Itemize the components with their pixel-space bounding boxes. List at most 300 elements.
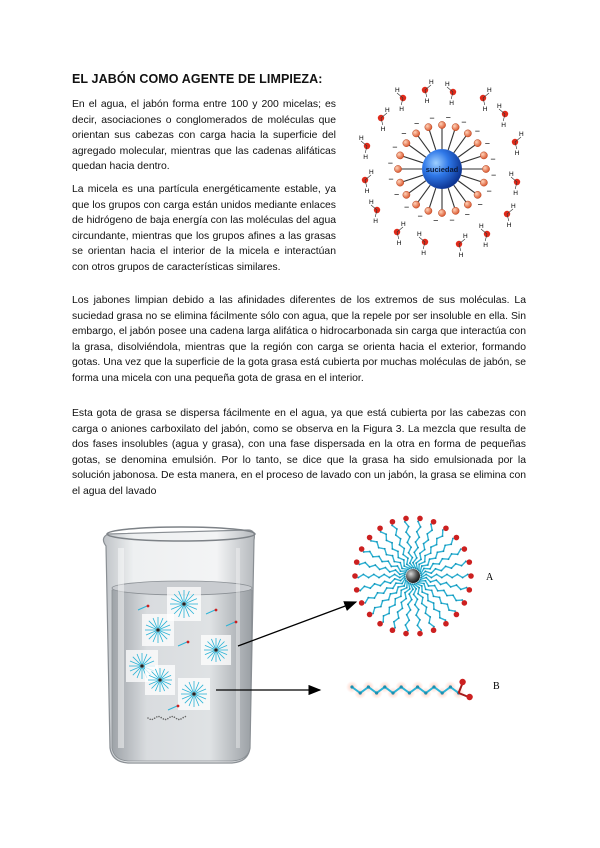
chain-atom	[425, 570, 427, 572]
chain-atom	[433, 602, 435, 604]
chain-atom	[452, 538, 454, 540]
hydrogen-label: H	[363, 154, 368, 161]
chain-atom	[374, 564, 376, 566]
chain-atom	[359, 590, 361, 592]
carboxylate-head	[352, 573, 358, 579]
surfactant-head	[482, 165, 489, 172]
carboxylate-head	[403, 516, 409, 522]
surfactant-head	[403, 140, 410, 147]
chain-atom	[420, 575, 422, 577]
surfactant-head	[464, 130, 471, 137]
chain-atom	[382, 600, 384, 602]
chain-atom	[433, 626, 435, 628]
minus-sign: −	[461, 116, 467, 127]
surfactant-head	[452, 207, 459, 214]
minus-sign: −	[417, 211, 423, 222]
chain-atom	[425, 588, 427, 590]
chain-atom	[395, 592, 397, 594]
chain-atom	[420, 577, 422, 579]
chain-atom	[446, 603, 448, 605]
chain-atom	[430, 572, 432, 574]
chain-atom	[436, 574, 438, 576]
free-soap-head	[177, 705, 180, 708]
chain-atom	[374, 607, 376, 609]
chain-atom	[404, 592, 406, 594]
chain-atom	[445, 565, 447, 567]
chain-atom	[381, 561, 383, 563]
chain-atom	[417, 547, 419, 549]
chain-atom	[397, 586, 399, 588]
carboxylate-head	[443, 525, 449, 531]
minus-sign: −	[388, 174, 394, 185]
chain-atom	[430, 552, 432, 554]
chain-atom	[405, 624, 407, 626]
minus-sign: −	[393, 189, 400, 200]
chain-atom	[394, 578, 396, 580]
chain-atom	[428, 622, 430, 624]
chain-atom	[412, 588, 414, 590]
chain-atom	[440, 602, 442, 604]
surfactant-head	[452, 124, 459, 131]
minus-sign: −	[449, 215, 455, 226]
chain-atom	[409, 536, 411, 538]
grease-dot	[165, 719, 167, 721]
micelle-core	[158, 678, 162, 682]
grease-dot	[176, 718, 178, 720]
hydrogen-label: H	[449, 100, 454, 107]
surfactant-head	[413, 201, 420, 208]
chain-atom	[394, 598, 396, 600]
chain-atom	[390, 566, 392, 568]
chain-atom	[390, 582, 392, 584]
carboxylate-head	[462, 600, 468, 606]
grease-dot	[156, 716, 158, 718]
chain-atom	[383, 615, 385, 617]
carbon-atom	[375, 691, 378, 694]
chain-atom	[413, 567, 415, 569]
chain-atom	[392, 555, 394, 557]
chain-atom	[419, 579, 421, 581]
grease-dot	[169, 716, 171, 718]
chain-atom	[363, 574, 365, 576]
chain-atom	[413, 551, 415, 553]
micelle-chain	[412, 584, 421, 630]
hydrogen-label: H	[380, 126, 386, 133]
chain-atom	[415, 541, 417, 543]
chain-atom	[441, 558, 443, 560]
chain-atom	[387, 560, 389, 562]
hydrogen-label: H	[364, 188, 370, 195]
chain-atom	[374, 583, 376, 585]
carboxylate-head	[467, 559, 473, 565]
chain-atom	[383, 574, 385, 576]
hydrogen-label: H	[479, 223, 484, 230]
hydrogen-label: H	[445, 81, 450, 88]
paragraph-micelas: En el agua, el jabón forma entre 100 y 200 micelas; es decir, asociaciones o conglomerados de moléculas que orientan sus cabezas con carga hacia la superficie del agregado molecular, mientras que las cadenas alifáticas quedan hacia dentro.	[72, 99, 336, 173]
chain-atom	[422, 597, 424, 599]
chain-atom	[397, 611, 399, 613]
chain-atom	[389, 577, 391, 579]
chain-atom	[446, 595, 448, 597]
chain-atom	[425, 577, 427, 579]
chain-atom	[408, 552, 410, 554]
carboxylate-head	[390, 627, 396, 633]
micelle-core	[192, 692, 196, 696]
chain-atom	[433, 608, 435, 610]
hydrogen-label: H	[514, 150, 520, 157]
grease-dot	[180, 718, 182, 720]
chain-atom	[386, 554, 388, 556]
grease-dot	[185, 716, 187, 718]
chain-atom	[420, 558, 422, 560]
chain-atom	[389, 571, 391, 573]
surfactant-head	[394, 165, 401, 172]
chain-atom	[406, 581, 408, 583]
chain-atom	[400, 570, 402, 572]
micelle-chain	[358, 574, 405, 577]
micelle-chain	[421, 574, 468, 577]
chain-atom	[406, 570, 408, 572]
hydrogen-label: H	[401, 221, 406, 228]
chain-atom	[435, 579, 437, 581]
hydrogen-label: H	[417, 231, 422, 238]
chain-atom	[429, 616, 431, 618]
chain-atom	[451, 553, 453, 555]
chain-atom	[436, 544, 438, 546]
glass-highlight	[236, 548, 240, 748]
chain-atom	[426, 606, 428, 608]
micelle-core	[214, 648, 218, 652]
chain-atom	[380, 531, 382, 533]
chain-atom	[410, 583, 412, 585]
chain-atom	[423, 543, 425, 545]
chain-atom	[414, 604, 416, 606]
chain-atom	[407, 557, 409, 559]
chain-atom	[425, 612, 427, 614]
chain-atom	[418, 536, 420, 538]
minus-sign: −	[474, 125, 481, 136]
soap-molecule-b	[346, 679, 473, 700]
chain-atom	[455, 563, 457, 565]
chain-atom	[400, 580, 402, 582]
chain-atom	[389, 606, 391, 608]
hydrogen-label: H	[385, 107, 390, 114]
chain-atom	[415, 614, 417, 616]
carbon-atom	[383, 685, 386, 688]
chain-atom	[409, 588, 411, 590]
chain-atom	[413, 594, 415, 596]
chain-atom	[448, 558, 450, 560]
chain-atom	[451, 577, 453, 579]
chain-atom	[404, 577, 406, 579]
chain-atom	[421, 565, 423, 567]
chain-atom	[386, 539, 388, 541]
chain-atom	[368, 577, 370, 579]
hydrogen-label: H	[369, 199, 374, 206]
chain-atom	[431, 529, 433, 531]
carbon-atom	[449, 685, 452, 688]
minus-sign: −	[490, 153, 496, 164]
minus-sign: −	[401, 128, 407, 139]
chain-atom	[406, 587, 408, 589]
chain-atom	[391, 548, 393, 550]
carboxylate-head	[431, 519, 437, 525]
chain-atom	[452, 594, 454, 596]
chain-atom	[399, 573, 401, 575]
free-soap-head	[215, 609, 218, 612]
chain-atom	[420, 526, 422, 528]
carboxylate-head	[377, 525, 383, 531]
chain-atom	[435, 568, 437, 570]
chain-atom	[430, 581, 432, 583]
label-a: A	[486, 572, 494, 583]
hydrogen-label: H	[483, 242, 488, 249]
micelle-chain	[405, 522, 414, 568]
hydrogen-label: H	[519, 131, 524, 138]
carboxylate-head	[367, 535, 373, 541]
chain-atom	[442, 535, 444, 537]
chain-atom	[411, 583, 413, 585]
carbon-atom	[400, 685, 403, 688]
chain-atom	[403, 559, 405, 561]
chain-atom	[418, 563, 420, 565]
chain-atom	[462, 577, 464, 579]
chain-atom	[430, 546, 432, 548]
chain-atom	[438, 563, 440, 565]
paragraph-emulsion: Esta gota de grasa se dispersa fácilmente en el agua, ya que está cubierta por las cabezas con carga o aniones carboxilato del jabón, como se observa en la Figura 3. La mezcla que resulta de dos fases insolubles (agua y grasa), con una fase dispersada en la otra en forma de pequeñas gotas, se denomina emulsión. Por lo tanto, se dice que la grasa ha sido emulsionada por la solución jabonosa. De esta manera, en el proceso de lavado con un jabón, la grasa se elimina con el agua del lavado	[72, 408, 526, 497]
chain-atom	[405, 598, 407, 600]
micelle-core	[140, 664, 144, 668]
chain-atom	[383, 592, 385, 594]
chain-atom	[416, 531, 418, 533]
carboxylate-head	[359, 546, 365, 552]
chain-atom	[406, 614, 408, 616]
chain-atom	[456, 584, 458, 586]
carboxylate-head	[354, 587, 360, 593]
chain-atom	[405, 531, 407, 533]
chain-atom	[417, 582, 419, 584]
hydrogen-label: H	[497, 103, 502, 110]
chain-atom	[431, 577, 433, 579]
grease-dot	[178, 719, 180, 721]
chain-atom	[397, 550, 399, 552]
grease-dot	[171, 716, 173, 718]
chain-atom	[378, 577, 380, 579]
minus-sign: −	[445, 112, 451, 123]
grease-dot	[163, 718, 165, 720]
minus-sign: −	[392, 142, 398, 153]
chain-atom	[441, 577, 443, 579]
micelle-chain	[418, 583, 455, 612]
dirt-label: suciedad	[425, 165, 459, 174]
carboxylate-head	[454, 612, 460, 618]
chain-atom	[427, 539, 429, 541]
chain-atom	[367, 597, 369, 599]
grease-dot	[149, 718, 151, 720]
chain-atom	[407, 603, 409, 605]
minus-sign: −	[490, 170, 497, 181]
surfactant-head	[413, 130, 420, 137]
chain-atom	[424, 549, 426, 551]
carboxylate-head	[467, 587, 473, 593]
chain-atom	[399, 577, 401, 579]
chain-atom	[373, 574, 375, 576]
chain-atom	[374, 597, 376, 599]
grease-dot	[167, 718, 169, 720]
chain-atom	[416, 557, 418, 559]
chain-atom	[401, 568, 403, 570]
minus-sign: −	[477, 199, 483, 210]
chain-atom	[448, 609, 450, 611]
chain-atom	[465, 560, 467, 562]
grease-dot	[154, 717, 156, 719]
chain-atom	[444, 544, 446, 546]
chain-atom	[419, 619, 421, 621]
chain-atom	[460, 548, 462, 550]
hydrogen-label: H	[482, 106, 488, 113]
chain-atom	[450, 586, 452, 588]
chain-atom	[400, 538, 402, 540]
chain-atom	[418, 587, 420, 589]
chain-atom	[425, 574, 427, 576]
carbon-atom	[391, 691, 394, 694]
grease-dot	[152, 719, 154, 721]
oxygen-atom	[459, 679, 465, 685]
chain-atom	[455, 600, 457, 602]
chain-atom	[424, 561, 426, 563]
carboxylate-head	[367, 612, 373, 618]
chain-atom	[372, 556, 374, 558]
hydrogen-label: H	[395, 87, 400, 94]
carbon-atom	[416, 685, 419, 688]
chain-atom	[412, 562, 414, 564]
minus-sign: −	[387, 157, 394, 168]
chain-atom	[379, 569, 381, 571]
chain-atom	[403, 565, 405, 567]
chain-atom	[405, 579, 407, 581]
chain-atom	[408, 593, 410, 595]
chain-atom	[392, 587, 394, 589]
chain-atom	[415, 567, 417, 569]
chain-atom	[443, 550, 445, 552]
surfactant-head	[474, 191, 481, 198]
hydrogen-label: H	[501, 122, 506, 129]
carboxylate-head	[454, 535, 460, 541]
chain-atom	[385, 533, 387, 535]
chain-atom	[445, 582, 447, 584]
chain-atom	[418, 580, 420, 582]
surfactant-head	[397, 179, 404, 186]
grease-dot	[174, 716, 176, 718]
chain-atom	[431, 590, 433, 592]
chain-atom	[416, 625, 418, 627]
grease-dot	[147, 717, 149, 719]
hydrogen-label: H	[396, 240, 402, 247]
chain-atom	[415, 583, 417, 585]
oxygen-atom	[466, 694, 472, 700]
chain-atom	[409, 568, 411, 570]
chain-atom	[395, 534, 397, 536]
chain-atom	[436, 538, 438, 540]
chain-atom	[427, 594, 429, 596]
chain-atom	[423, 583, 425, 585]
chain-atom	[417, 593, 419, 595]
hydrogen-label: H	[373, 218, 378, 225]
carboxylate-head	[431, 627, 437, 633]
beaker-figure	[98, 518, 518, 773]
surfactant-head	[397, 152, 404, 159]
chain-atom	[396, 528, 398, 530]
chain-atom	[419, 571, 421, 573]
chain-atom	[377, 592, 379, 594]
chain-atom	[421, 585, 423, 587]
chain-atom	[429, 558, 431, 560]
chain-atom	[461, 565, 463, 567]
chain-atom	[419, 552, 421, 554]
chain-atom	[364, 602, 366, 604]
chain-atom	[399, 562, 401, 564]
hydrogen-label: H	[421, 250, 426, 257]
chain-atom	[428, 585, 430, 587]
paragraph-micela-estable: La micela es una partícula energéticamente estable, ya que los grupos con carga están unidos mediante enlaces de hidrógeno de baja energía con las moléculas del agua circundante, mientras que los grupos afines a las grasas se orientan hacia el interior de la micela e interactúan con otros grupos de características similares.	[72, 184, 336, 273]
surfactant-head	[464, 201, 471, 208]
chain-atom	[402, 554, 404, 556]
chain-atom	[436, 551, 438, 553]
chain-atom	[369, 566, 371, 568]
chain-atom	[440, 584, 442, 586]
surfactant-head	[474, 140, 481, 147]
surfactant-head	[480, 152, 487, 159]
chain-atom	[457, 574, 459, 576]
chain-atom	[400, 601, 402, 603]
hydrogen-label: H	[506, 222, 512, 229]
chain-atom	[388, 613, 390, 615]
micelle-core	[182, 602, 186, 606]
chain-atom	[426, 533, 428, 535]
chain-atom	[446, 574, 448, 576]
chain-atom	[364, 585, 366, 587]
chain-atom	[364, 562, 366, 564]
chain-atom	[384, 580, 386, 582]
chain-atom	[380, 606, 382, 608]
carboxylate-head	[354, 559, 360, 565]
surfactant-head	[425, 207, 432, 214]
micelle-diagram	[355, 79, 530, 259]
chain-atom	[420, 573, 422, 575]
hydrogen-label: H	[458, 252, 464, 259]
chain-atom	[397, 565, 399, 567]
hydrogen-label: H	[511, 203, 516, 210]
chain-atom	[450, 543, 452, 545]
chain-atom	[460, 589, 462, 591]
minus-sign: −	[484, 138, 491, 149]
surfactant-head	[438, 209, 445, 216]
chain-atom	[439, 596, 441, 598]
carboxylate-head	[462, 546, 468, 552]
chain-atom	[404, 574, 406, 576]
hydrogen-label: H	[424, 98, 430, 105]
chain-atom	[376, 541, 378, 543]
chain-atom	[406, 563, 408, 565]
chain-atom	[437, 590, 439, 592]
chain-atom	[427, 600, 429, 602]
chain-atom	[427, 564, 429, 566]
chain-atom	[407, 569, 409, 571]
chain-atom	[400, 595, 402, 597]
chain-atom	[400, 589, 402, 591]
chain-atom	[439, 617, 441, 619]
grease-dot	[158, 716, 160, 718]
